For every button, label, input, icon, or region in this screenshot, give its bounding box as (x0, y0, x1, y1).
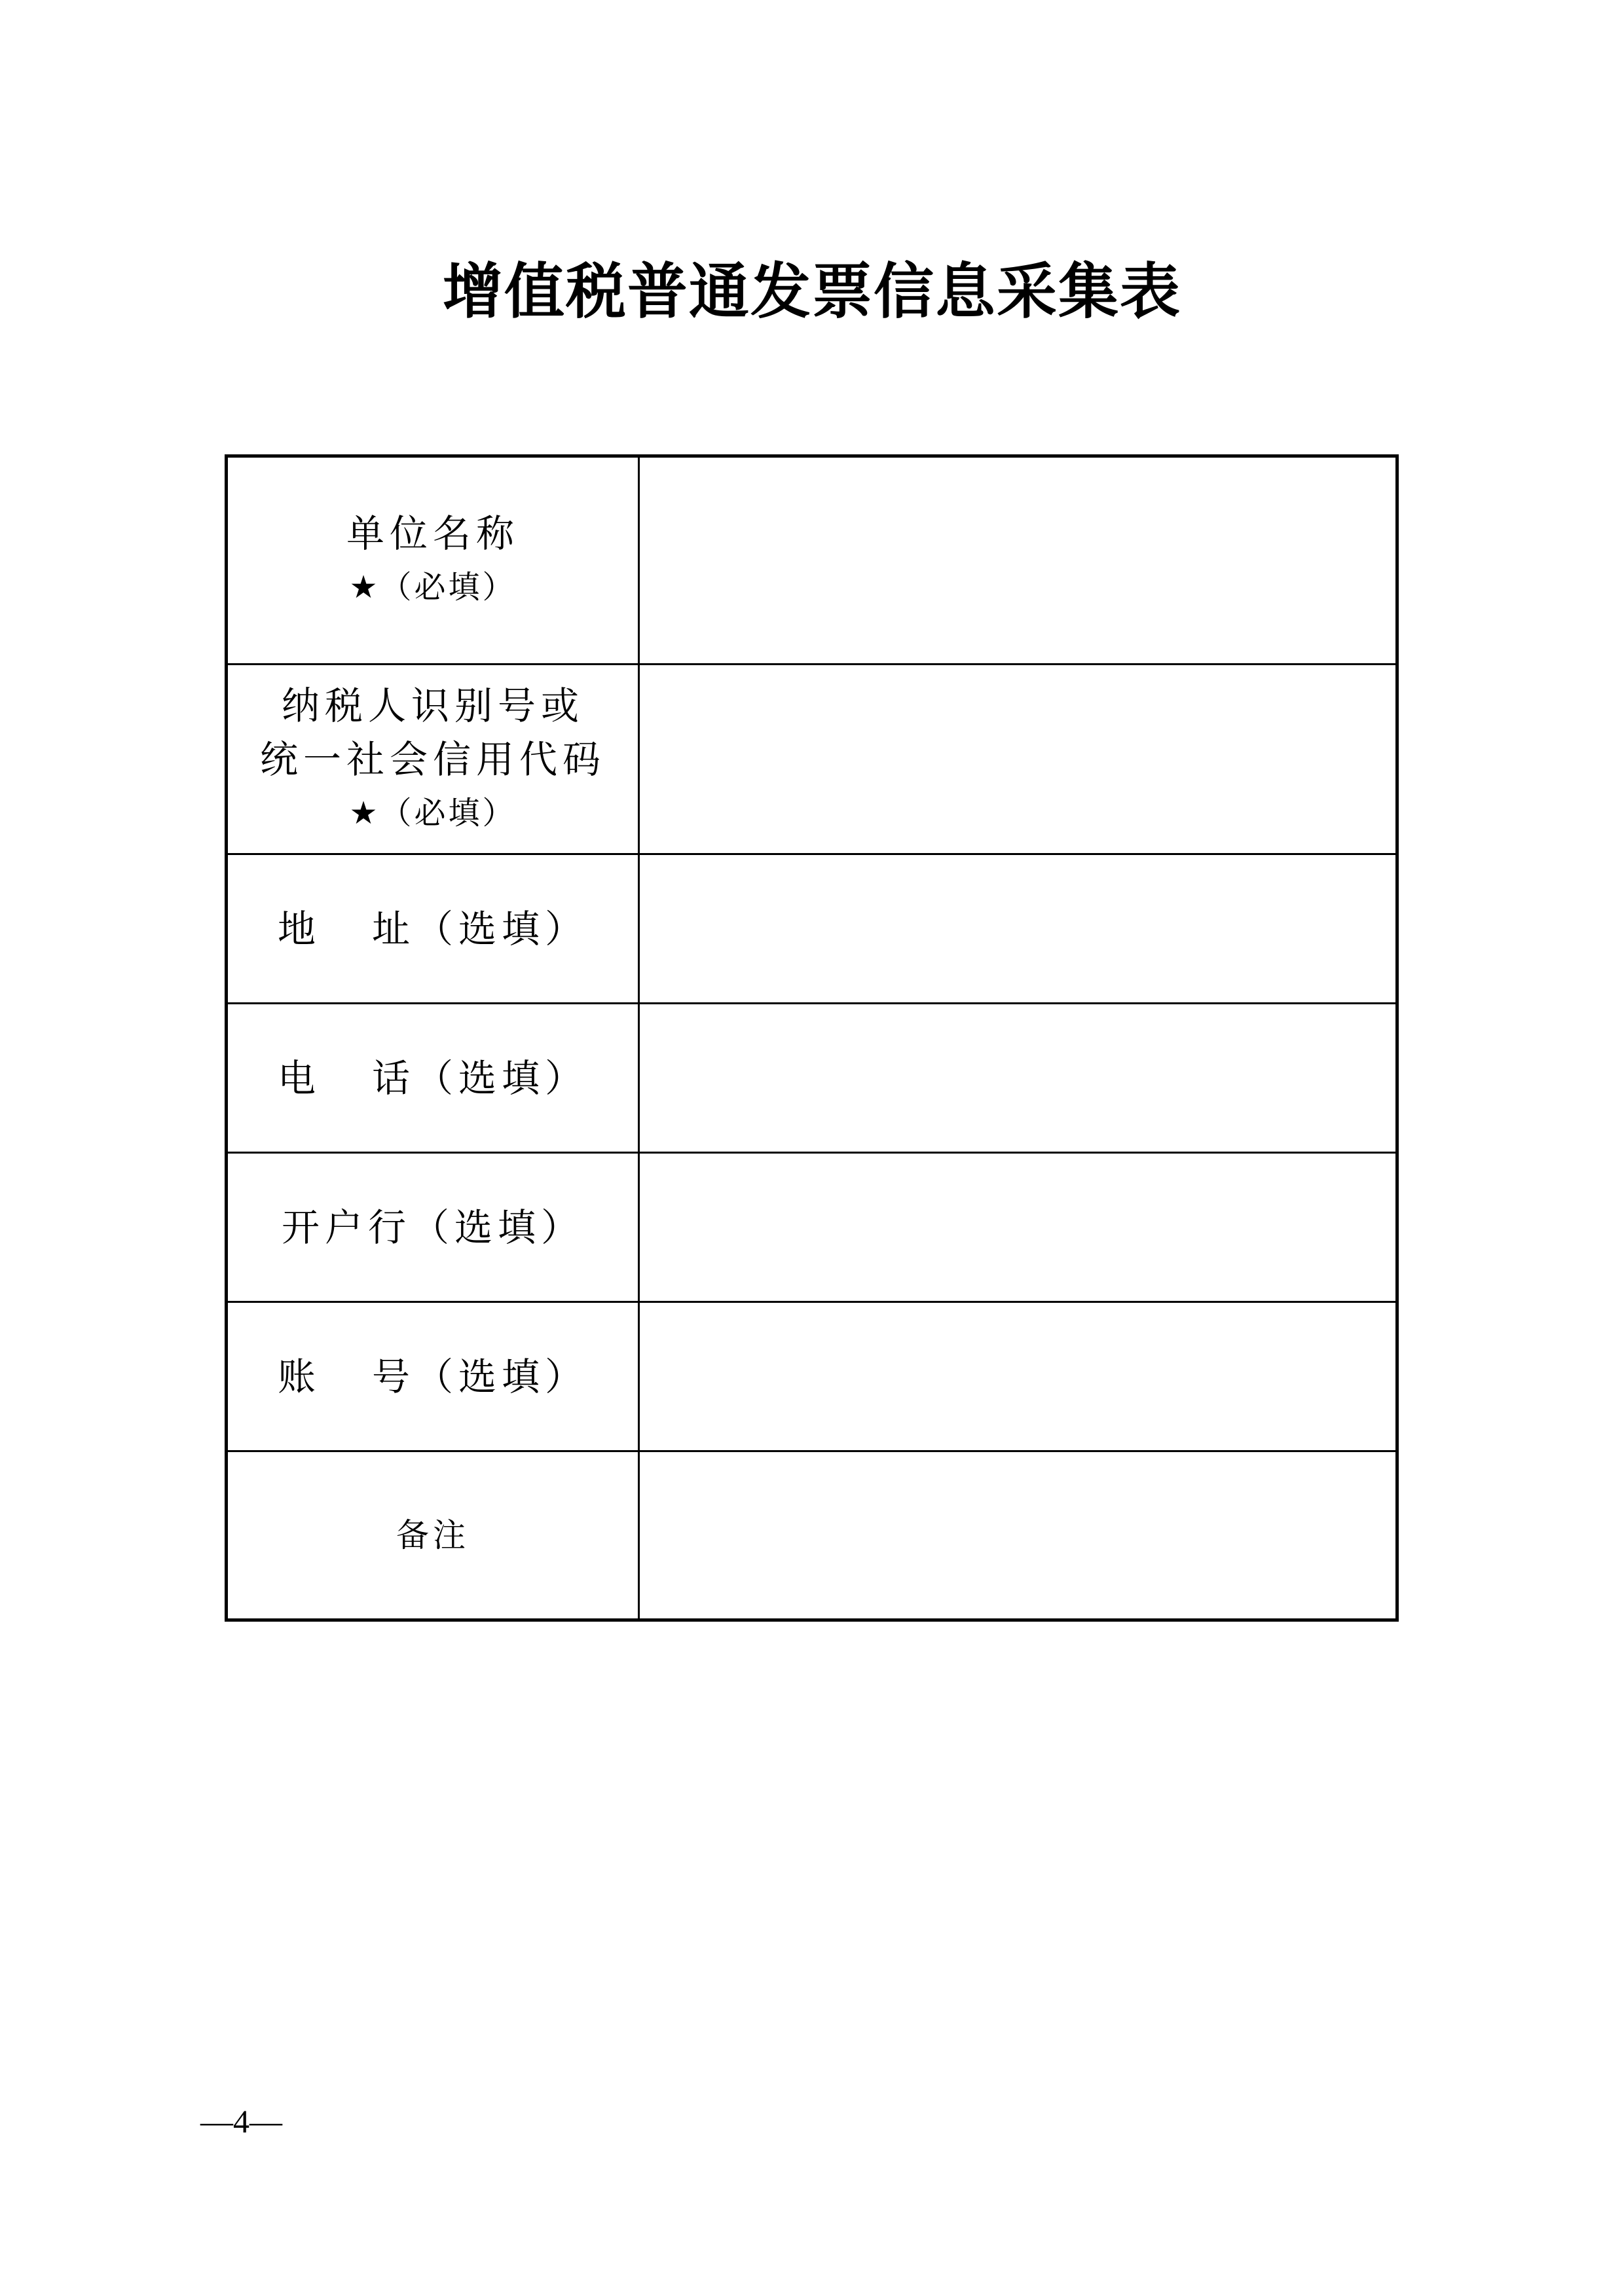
table-row (227, 456, 1397, 665)
label-text: 号（选填） (372, 1354, 589, 1399)
company-name-field[interactable] (639, 456, 1397, 665)
label-text: 单位名称 (346, 511, 519, 556)
bank-label: 开户行（选填） (227, 1153, 639, 1302)
company-name-label (227, 456, 639, 665)
table-row (227, 1004, 1397, 1153)
remarks-label: 备注 (227, 1451, 639, 1620)
table-row (227, 854, 1397, 1004)
page-number: —4— (200, 2103, 282, 2140)
account-label (227, 1302, 639, 1451)
label-text: 账 (277, 1354, 321, 1399)
label-text: 址（选填） (372, 906, 589, 951)
label-text: 统一社会信用代码 (259, 737, 606, 782)
info-collection-table (225, 454, 1399, 1622)
label-text: 地 (277, 906, 321, 951)
table-row (227, 665, 1397, 854)
page-title: 增值税普通发票信息采集表 (442, 256, 1181, 327)
table-row (227, 1153, 1397, 1302)
address-label (227, 854, 639, 1004)
phone-label (227, 1004, 639, 1153)
label-text: 纳税人识别号或 (281, 683, 584, 728)
table-row (227, 1451, 1397, 1620)
remarks-field[interactable] (639, 1451, 1397, 1620)
address-field[interactable] (639, 854, 1397, 1004)
account-field[interactable] (639, 1302, 1397, 1451)
taxpayer-id-field[interactable] (639, 665, 1397, 854)
bank-field[interactable] (639, 1153, 1397, 1302)
required-note: ★（必填） (349, 794, 517, 831)
taxpayer-id-label (227, 665, 639, 854)
table-row (227, 1302, 1397, 1451)
label-text: 电 (277, 1055, 321, 1101)
label-text: 话（选填） (372, 1055, 589, 1101)
required-note: ★（必填） (349, 569, 517, 606)
phone-field[interactable] (639, 1004, 1397, 1153)
